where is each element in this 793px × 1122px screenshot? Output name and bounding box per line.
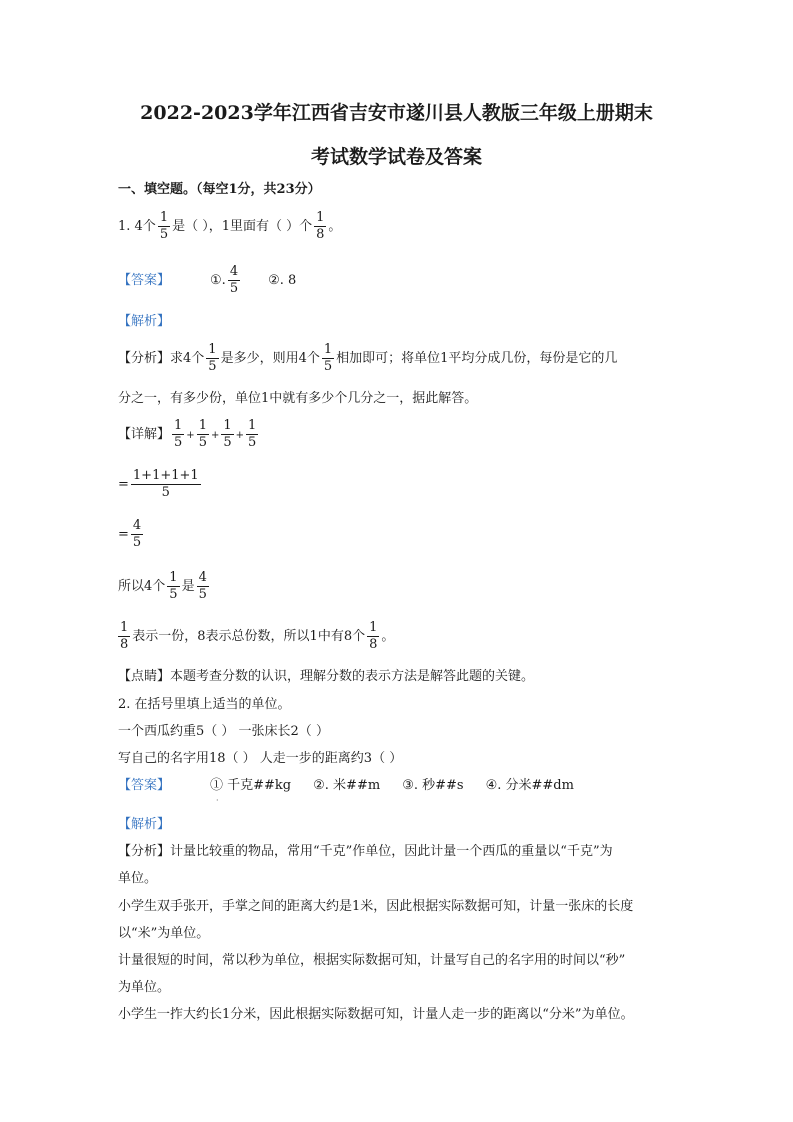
q2-answer [118, 777, 574, 795]
q2-fenxi-p1b: 单位。 [118, 871, 158, 886]
denominator: 5 [229, 281, 239, 296]
answer-2: ②. 8 [268, 273, 297, 288]
fraction [322, 342, 334, 375]
q1-xiangjie [118, 418, 260, 451]
q2-fenxi-p3a: 计量很短的时间，常以秒为单位，根据实际数据可知，计量写自己的名字用的时间以“秒” [118, 953, 626, 968]
xiangjie-tag: 【详解】 [118, 427, 171, 442]
numerator: 1 [169, 570, 178, 585]
numerator: 1 [120, 620, 129, 635]
fraction [367, 620, 379, 653]
fraction [131, 518, 143, 551]
suoyi-text: 所以4个 [118, 579, 166, 594]
numerator: 1 [369, 620, 378, 635]
numerator: 1 [323, 342, 333, 357]
document-title-line2: 考试数学试卷及答案 [310, 146, 482, 168]
q2-row2: 写自己的名字用18（ ） 人走一步的距离约3（ ） [118, 751, 403, 766]
q1-step2 [118, 468, 203, 501]
numerator: 1 [223, 418, 232, 433]
numerator: 1+1+1+1 [132, 468, 199, 483]
q2-stem: 2. 在括号里填上适当的单位。 [118, 697, 291, 712]
stray-dot: · [216, 796, 219, 805]
denominator: 5 [159, 227, 169, 242]
fenxi-text: 相加即可；将单位1平均分成几份，每份是它的几 [336, 351, 618, 366]
fraction [167, 570, 179, 603]
equals-sign: = [118, 527, 129, 542]
section-heading: 一、填空题。（每空1分，共23分） [118, 182, 321, 197]
plus-sign: + [186, 430, 195, 441]
answer-3: ③. 秒##s [402, 778, 464, 793]
q2-fenxi-p2a: 小学生双手张开，手掌之间的距离大约是1米，因此根据实际数据可知，计量一张床的长度 [118, 899, 634, 914]
answer-2: ②. 米##m [313, 778, 381, 793]
dianjing-tag: 【点睛】 [118, 669, 171, 684]
fraction [197, 418, 209, 451]
denominator: 8 [369, 637, 378, 652]
q1-answer [118, 264, 296, 297]
equals-sign: = [118, 477, 129, 492]
denominator: 5 [132, 535, 142, 550]
q1-jiexi-tag: 【解析】 [118, 314, 171, 329]
q1-fenxi-line2: 分之一，有多少份，单位1中就有多少个几分之一，据此解答。 [118, 391, 478, 406]
suoyi-text: 是 [181, 579, 195, 594]
q2-fenxi-p4: 小学生一拃大约长1分米，因此根据实际数据可知，计量人走一步的距离以“分米”为单位。 [118, 1007, 634, 1022]
q2-jiexi-tag: 【解析】 [118, 817, 171, 832]
fenxi-tag: 【分析】 [118, 351, 171, 366]
fraction [118, 620, 130, 653]
fraction [221, 418, 233, 451]
numerator: 1 [159, 210, 169, 225]
answer-1-label: ①. [210, 273, 226, 288]
numerator: 1 [198, 418, 207, 433]
denominator: 5 [248, 435, 257, 450]
numerator: 4 [132, 518, 142, 533]
denominator: 5 [208, 359, 217, 374]
q1-last [118, 620, 394, 653]
numerator: 4 [229, 264, 239, 279]
answer-tag: 【答案】 [118, 273, 171, 288]
denominator: 5 [223, 435, 232, 450]
fraction [206, 342, 218, 375]
denominator: 5 [169, 587, 178, 602]
numerator: 1 [174, 418, 183, 433]
denominator: 5 [198, 435, 207, 450]
denominator: 5 [198, 587, 207, 602]
q1-fenxi [118, 342, 617, 375]
q1-suoyi [118, 570, 211, 603]
fraction [197, 570, 209, 603]
last-end: 。 [381, 629, 395, 644]
denominator: 5 [323, 359, 333, 374]
fenxi-text: 求4个 [170, 351, 205, 366]
q1-stem [118, 210, 341, 243]
fraction [246, 418, 258, 451]
q1-mid: 是（ ），1里面有（ ）个 [172, 219, 313, 234]
numerator: 1 [248, 418, 257, 433]
q1-prefix: 1. 4个 [118, 219, 156, 234]
plus-sign: + [210, 430, 220, 441]
q1-step3 [118, 518, 145, 551]
q1-dianjing [118, 668, 534, 686]
q2-fenxi-p3b: 为单位。 [118, 980, 171, 995]
fraction [131, 468, 201, 501]
fenxi-tag: 【分析】 [118, 844, 171, 859]
numerator: 1 [316, 210, 325, 225]
numerator: 1 [208, 342, 217, 357]
plus-sign: + [235, 430, 245, 441]
q2-row1: 一个西瓜约重5（ ） 一张床长2（ ） [118, 724, 329, 739]
denominator: 8 [316, 227, 325, 242]
last-text: 表示一份，8表示总份数，所以1中有8个 [132, 629, 366, 644]
q1-end: 。 [328, 219, 342, 234]
fraction [314, 210, 326, 243]
numerator: 4 [198, 570, 207, 585]
answer-4: ④. 分米##dm [485, 778, 574, 793]
fraction [228, 264, 240, 297]
document-title-line1: 2022-2023学年江西省吉安市遂川县人教版三年级上册期末 [140, 102, 653, 124]
fraction [172, 418, 184, 451]
q2-fenxi-p1a [118, 843, 613, 861]
denominator: 5 [174, 435, 183, 450]
denominator: 8 [120, 637, 129, 652]
q2-fenxi-p2b: 以“米”为单位。 [118, 926, 210, 941]
answer-1: ① 千克##kg [210, 778, 292, 793]
denominator: 5 [161, 485, 170, 500]
answer-tag: 【答案】 [118, 778, 171, 793]
fraction [158, 210, 170, 243]
fenxi-text: 计量比较重的物品，常用“千克”作单位，因此计量一个西瓜的重量以“千克”为 [170, 844, 613, 859]
dianjing-text: 本题考查分数的认识，理解分数的表示方法是解答此题的关键。 [170, 669, 535, 684]
fenxi-text: 是多少，则用4个 [220, 351, 320, 366]
